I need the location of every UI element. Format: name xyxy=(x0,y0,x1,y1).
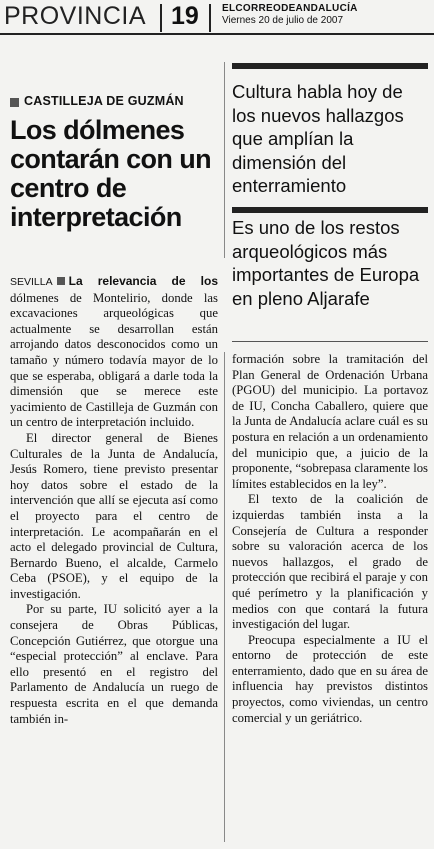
paragraph: Por su parte, IU solicitó ayer a la consejera de Obras Públicas, Concepción Gutiérrez, que otorgue una “especial protección” al enclave. Para ello presentó en el registro del Parlamento de Andalucía un ruego de respuesta escrita en el que demanda también in- xyxy=(10,602,218,726)
article-column-1 xyxy=(10,274,218,727)
column-divider xyxy=(224,352,225,842)
pullquote-rule xyxy=(232,207,428,213)
paragraph: El texto de la coalición de izquierdas también insta a la Consejería de Cultura a responder sobre su valoración acerca de los nuevos hallazgos, el grado de protección que recibirá el paraje y con qué perímetro y la planificación y medios con que contará la futura investigación del lugar. xyxy=(232,492,428,632)
paragraph: El director general de Bienes Culturales de la Junta de Andalucía, Jesús Romero, tiene previsto presentar hoy datos sobre el estado de la intervención que allí se ejecuta así como el proyecto para el centro de interpretación. Le acompañarán en el acto el delegado provincial de Cultura, Bernardo Bueno, el alcalde, Carmelo Ceba (PSOE), y el equipo de la investigación. xyxy=(10,430,218,601)
pullquote-bottom-rule xyxy=(232,341,428,342)
page-number: 19 xyxy=(171,2,199,30)
paragraph: Preocupa especialmente a IU el entorno de protección de este enterramiento, dado que en su área de influencia hay previstos distintos proyectos, como viviendas, un centro comercial y un geriátrico. xyxy=(232,632,428,725)
issue-date: Viernes 20 de julio de 2007 xyxy=(222,15,344,26)
pullquote: Cultura habla hoy de los nuevos hallazgos que amplían la dimensión del enterramiento xyxy=(232,81,404,197)
pullquote: Es uno de los restos arqueológicos más importantes de Europa en pleno Aljarafe xyxy=(232,217,420,309)
kicker: CASTILLEJA DE GUZMÁN xyxy=(24,94,184,108)
square-bullet-icon xyxy=(10,98,19,107)
square-bullet-icon xyxy=(57,277,65,285)
header-divider xyxy=(209,4,211,32)
header-divider xyxy=(160,4,162,32)
paragraph-text: dólmenes de Montelirio, donde las excavaciones arqueológicas que actualmente se desarrollan están arrojando datos desconocidos como un tamaño y número todavía mayor de lo que se esperaba, obligará a darle toda la dimensión que se merece este yacimiento de Castilleja de Guzmán con un centro de interpretación incluido. xyxy=(10,290,218,430)
lead-in: La relevancia de los xyxy=(68,274,218,288)
column-divider xyxy=(224,62,225,258)
paragraph xyxy=(10,274,218,431)
pullquote-rule xyxy=(232,63,428,69)
paragraph: formación sobre la tramitación del Plan General de Ordenación Urbana (PGOU) del municipio. La portavoz de IU, Concha Caballero, quiere que la Junta de Andalucía aclare cuál es su postura en relación a un ordenamiento del municipio que, a juicio de la proponente, “sobrepasa claramente los límites establecidos en la ley”. xyxy=(232,352,428,491)
dateline-city: SEVILLA xyxy=(10,276,53,288)
headline: Los dólmenes contarán con un centro de interpretación xyxy=(10,115,212,232)
header-rule xyxy=(0,33,434,35)
section-title: PROVINCIA xyxy=(4,2,147,30)
masthead: ELCORREODEANDALUCÍA xyxy=(222,3,358,14)
article-column-2 xyxy=(232,352,428,726)
